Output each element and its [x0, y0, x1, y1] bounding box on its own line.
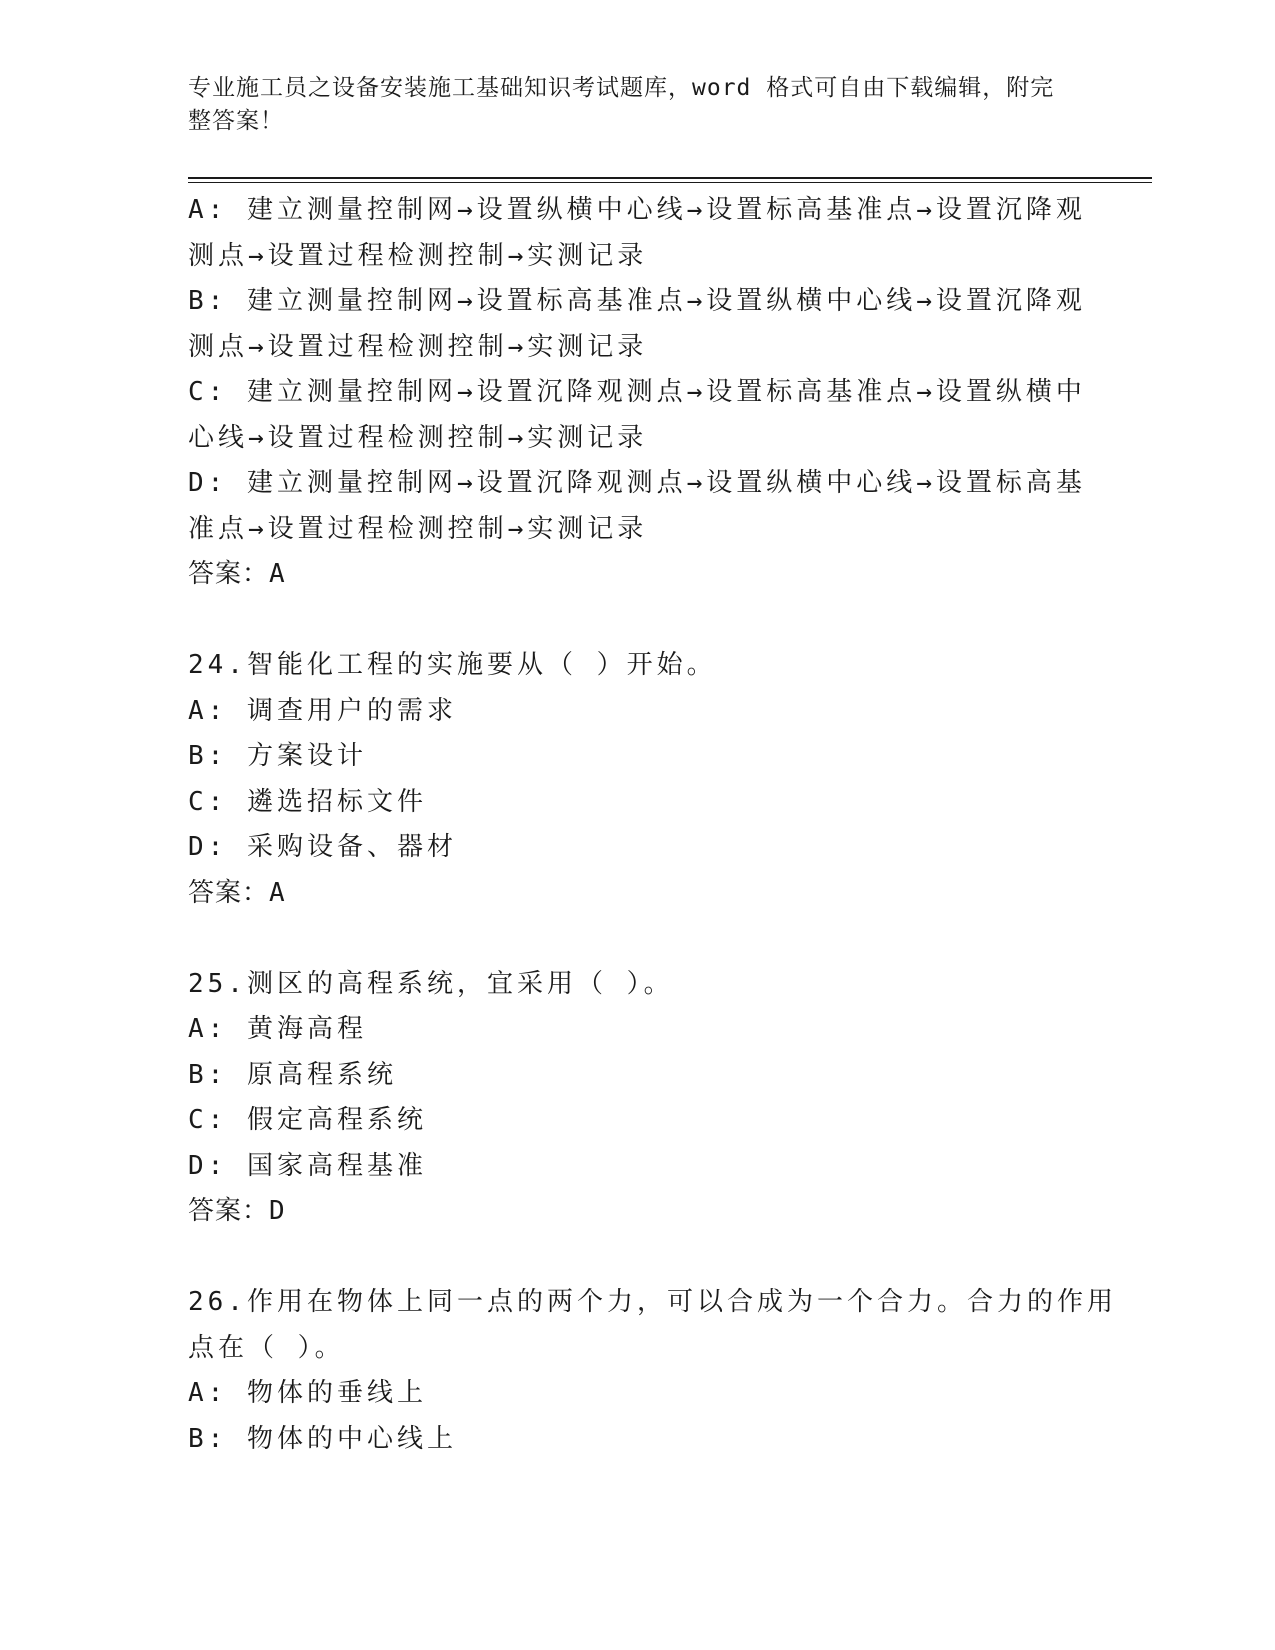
spacer [188, 916, 1083, 962]
question-25-block [188, 962, 1083, 1235]
answer-text: 答案：D [188, 1196, 286, 1226]
option-b-line-2: 测点→设置过程检测控制→实测记录 [188, 331, 648, 362]
option-b-line-1: B: 建立测量控制网→设置标高基准点→设置纵横中心线→设置沉降观 [188, 286, 1086, 316]
option-c-line-2: 心线→设置过程检测控制→实测记录 [188, 422, 648, 453]
question-26-block [188, 1280, 1117, 1462]
header-line-2: 整答案！ [188, 108, 284, 134]
document-header [188, 72, 1068, 138]
option-c: C: 遴选招标文件 [188, 786, 427, 817]
option-a: A: 调查用户的需求 [188, 695, 457, 726]
answer-text: 答案：A [188, 877, 286, 908]
header-divider-thin [188, 182, 1152, 183]
option-a-line-2: 测点→设置过程检测控制→实测记录 [188, 240, 648, 271]
option-a-line-1: A: 建立测量控制网→设置纵横中心线→设置标高基准点→设置沉降观 [188, 195, 1086, 225]
spacer [188, 1235, 1083, 1281]
question-stem-line-2: 点在（ ）。 [188, 1332, 345, 1363]
answer-text: 答案：A [188, 559, 286, 589]
header-divider-thick [188, 177, 1152, 179]
spacer [188, 598, 1083, 644]
option-a: A: 黄海高程 [188, 1014, 367, 1044]
option-b: B: 方案设计 [188, 741, 367, 771]
question-stem-line-1: 26.作用在物体上同一点的两个力，可以合成为一个合力。合力的作用 [188, 1287, 1117, 1317]
option-b: B: 物体的中心线上 [188, 1423, 457, 1454]
option-d-line-1: D: 建立测量控制网→设置沉降观测点→设置纵横中心线→设置标高基 [188, 468, 1086, 498]
option-a: A: 物体的垂线上 [188, 1378, 427, 1408]
header-line-1: 专业施工员之设备安装施工基础知识考试题库，word 格式可自由下载编辑，附完 [188, 75, 1055, 101]
question-content [188, 188, 1117, 1462]
option-b: B: 原高程系统 [188, 1059, 397, 1090]
question-stem: 25.测区的高程系统，宜采用（ ）。 [188, 968, 674, 999]
prev-question-block [188, 188, 1086, 598]
option-d: D: 国家高程基准 [188, 1150, 427, 1181]
option-d: D: 采购设备、器材 [188, 832, 457, 862]
question-stem: 24.智能化工程的实施要从（ ）开始。 [188, 650, 717, 680]
option-c-line-1: C: 建立测量控制网→设置沉降观测点→设置标高基准点→设置纵横中 [188, 377, 1086, 407]
option-d-line-2: 准点→设置过程检测控制→实测记录 [188, 513, 648, 544]
question-24-block [188, 643, 1083, 916]
option-c: C: 假定高程系统 [188, 1105, 427, 1135]
